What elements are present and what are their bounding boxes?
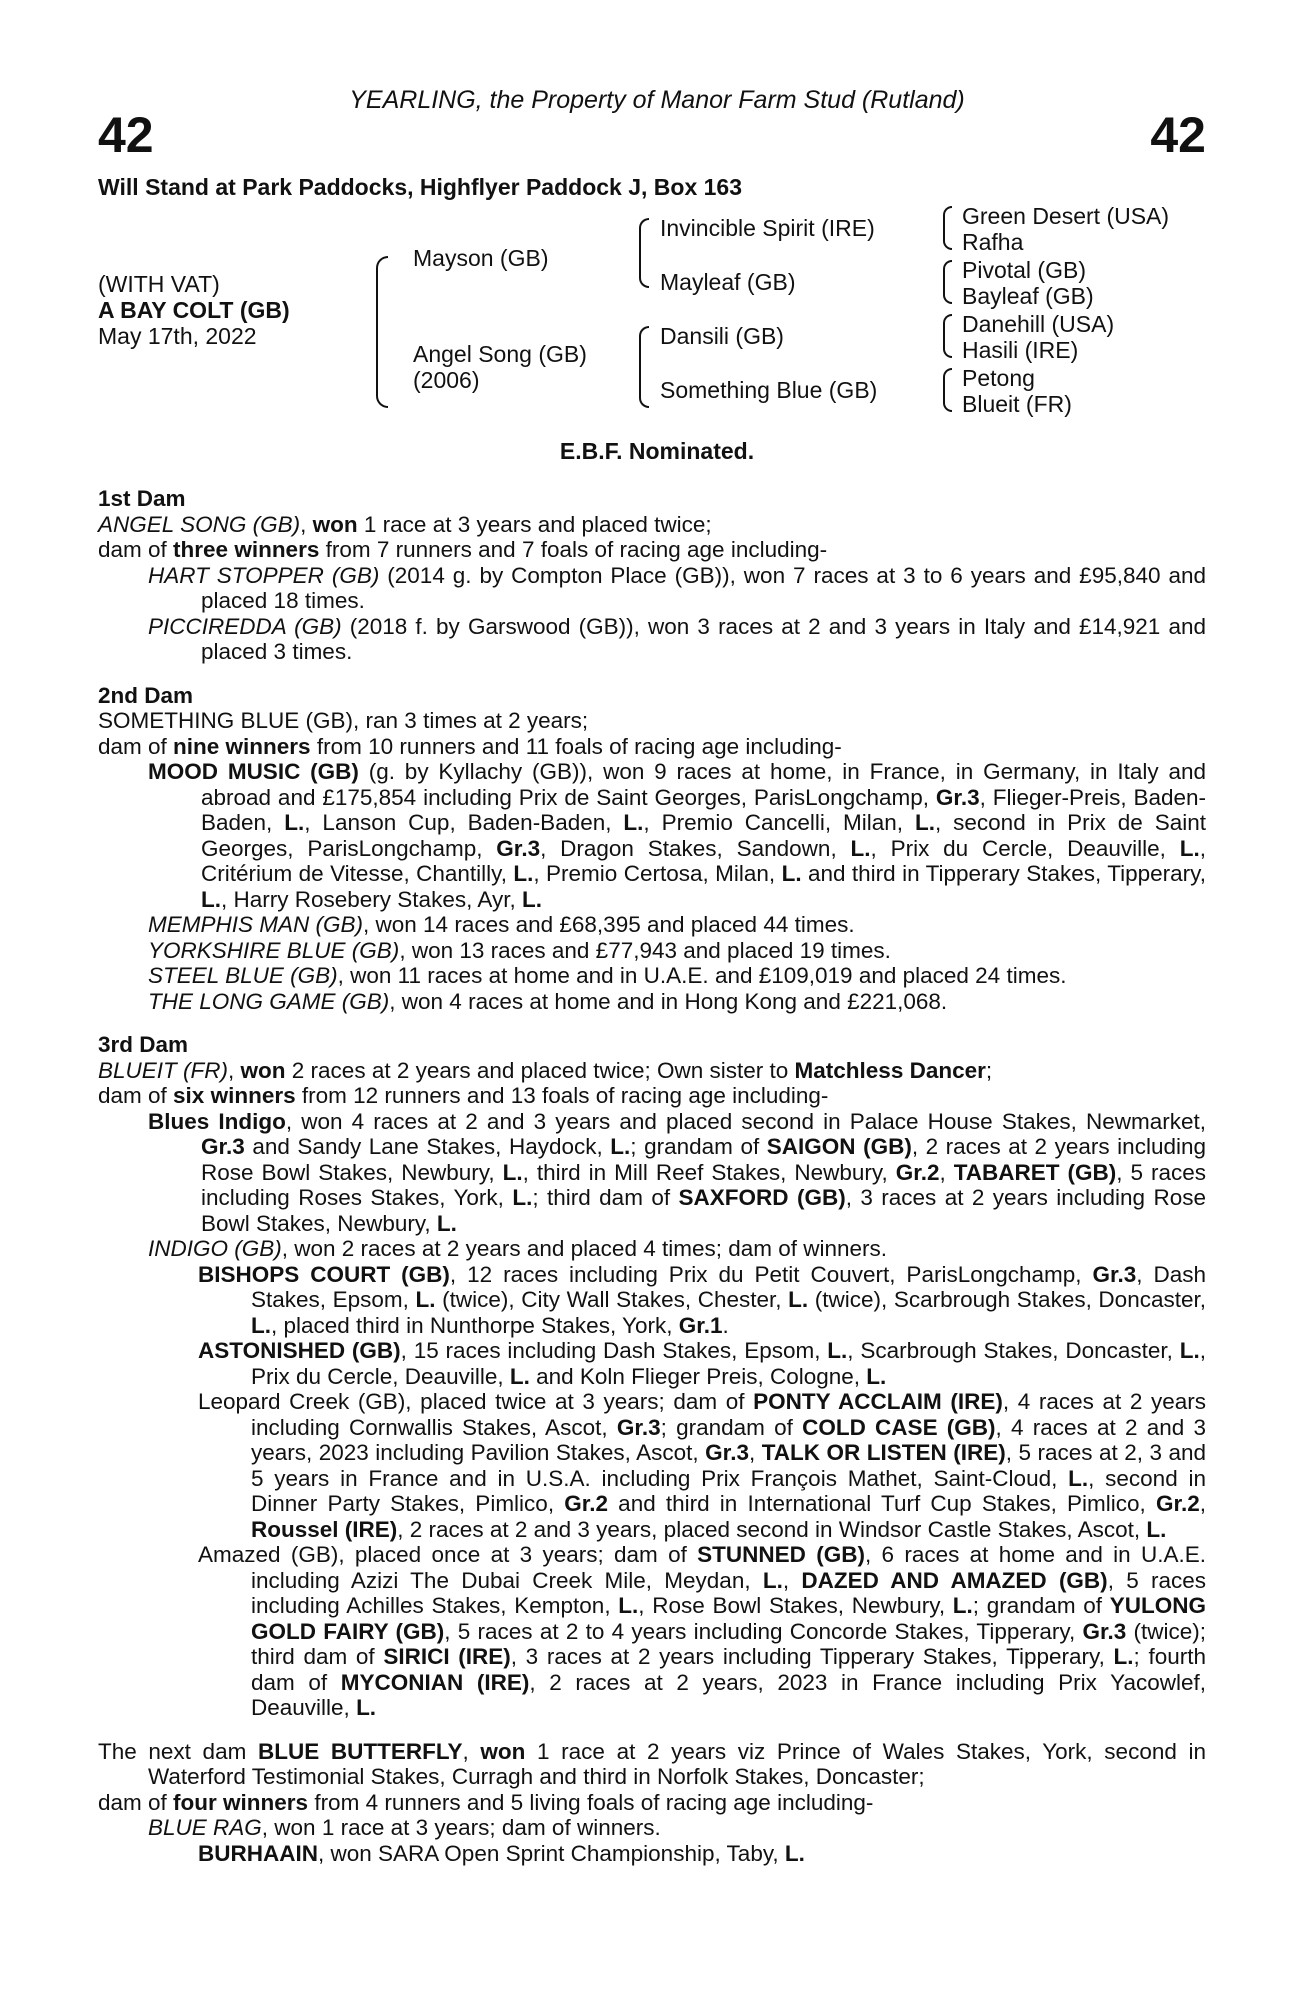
ddd: Blueit (FR) [962,391,1072,417]
produce-entry: STEEL BLUE (GB), won 11 races at home and in U.A.E. and £109,019 and placed 24 times. [148,963,1067,988]
dss: Danehill (USA) [962,311,1115,337]
sds: Pivotal (GB) [962,257,1086,283]
lot-number-right: 42 [1150,107,1206,163]
second-dam-heading: 2nd Dam [98,682,194,708]
brace-g1 [943,206,952,250]
produce-entry: YORKSHIRE BLUE (GB), won 13 races and £77,943 and placed 19 times. [148,937,891,963]
first-dam-text: ANGEL SONG (GB), won 1 race at 3 years and placed twice; dam of three winners from 7 runners and 7 foals of racing age including- [98,511,828,562]
second-dam-text: SOMETHING BLUE (GB), ran 3 times at 2 years; dam of nine winners from 10 runners and 11 foals of racing age including- [98,708,842,759]
sire-dam: Mayleaf (GB) [660,269,796,295]
brace-dam-parents [639,326,649,408]
ebf-nominated: E.B.F. Nominated. [559,438,755,464]
brace-g2 [943,260,952,304]
produce-entry: BURHAAIN, won SARA Open Sprint Championship, Taby, L. [198,1840,805,1866]
produce-entry: INDIGO (GB), won 2 races at 2 years and placed 4 times; dam of winners. [148,1236,888,1261]
dam-sire: Dansili (GB) [660,323,784,349]
produce-entry: MOOD MUSIC (GB) (g. by Kyllachy (GB)), won 9 races at home, in France, in Germany, in Italy and abroad and £175,854 including Prix de Saint Georges, ParisLongchamp, Gr.3, Flieger-Preis, Baden-Baden, L., Lanson Cup, Baden-Baden, L., Premio Cancelli, Milan, L., second in Prix de Saint Georges, ParisLongchamp, Gr.3, Dragon Stakes, Sandown, L., Prix du Cercle, Deauville, L., Critérium de Vitesse, Chantilly, L., Premio Certosa, Milan, L. and third in Tipperary Stakes, Tipperary, L., Harry Rosebery Stakes, Ayr, L. [148,759,1207,912]
lot-number-left: 42 [98,107,154,163]
sire: Mayson (GB) [413,245,549,271]
horse-name: A BAY COLT (GB) [98,297,290,323]
produce-entry: MEMPHIS MAN (GB), won 14 races and £68,395 and placed 44 times. [148,912,855,937]
dds: Petong [962,365,1035,391]
next-dam-text: The next dam BLUE BUTTERFLY, won 1 race at 2 years viz Prince of Wales Stakes, York, second in Waterford Testimonial Stakes, Curragh and third in Norfolk Stakes, Doncaster; [98,1738,1207,1789]
produce-entry: Blues Indigo, won 4 races at 2 and 3 years and placed second in Palace House Stakes, Newmarket, Gr.3 and Sandy Lane Stakes, Haydock, L.; grandam of SAIGON (GB), 2 races at 2 years including Rose Bowl Stakes, Newbury, L., third in Mill Reef Stakes, Newbury, Gr.2, TABARET (GB), 5 races including Roses Stakes, York, L.; third dam of SAXFORD (GB), 3 races at 2 years including Rose Bowl Stakes, Newbury, L. [148,1108,1206,1236]
produce-entry: Amazed (GB), placed once at 3 years; dam of STUNNED (GB), 6 races at home and in U.A.E. including Azizi The Dubai Creek Mile, Meydan, L., DAZED AND AMAZED (GB), 5 races including Achilles Stakes, Kempton, L., Rose Bowl Stakes, Newbury, L.; grandam of YULONG GOLD FAIRY (GB), 5 races at 2 to 4 years including Concorde Stakes, Tipperary, Gr.3 (twice); third dam of SIRICI (IRE), 3 races at 2 years including Tipperary Stakes, Tipperary, L.; fourth dam of MYCONIAN (IRE), 2 races at 2 years, 2023 in France including Prix Yacowlef, Deauville, L. [198,1542,1207,1720]
brace-sire-parents [639,218,649,288]
dam: Angel Song (GB) [413,341,587,367]
third-dam-text: BLUEIT (FR), won 2 races at 2 years and placed twice; Own sister to Matchless Dancer; dam of six winners from 12 runners and 13 foals of racing age including- [98,1057,993,1108]
catalogue-body [98,486,1206,1866]
brace-sire-dam [376,256,388,408]
produce-entry: ASTONISHED (GB), 15 races including Dash Stakes, Epsom, L., Scarbrough Stakes, Doncaster, L., Prix du Cercle, Deauville, L. and Koln Flieger Preis, Cologne, L. [198,1338,1206,1389]
sire-sire: Invincible Spirit (IRE) [660,215,875,241]
dsd: Hasili (IRE) [962,337,1079,363]
produce-entry: HART STOPPER (GB) (2014 g. by Compton Place (GB)), won 7 races at 3 to 6 years and £95,840 and placed 18 times. [148,562,1206,613]
sdd: Bayleaf (GB) [962,283,1094,309]
first-dam-heading: 1st Dam [98,486,186,511]
brace-g3 [943,314,952,358]
vat-label: (WITH VAT) [98,271,220,297]
produce-entry: BLUE RAG, won 1 race at 3 years; dam of winners. [148,1815,661,1840]
third-dam-heading: 3rd Dam [98,1032,189,1057]
page-header: YEARLING, the Property of Manor Farm Stud (Rutland) [349,86,965,114]
dam-dam: Something Blue (GB) [660,377,878,403]
sss: Green Desert (USA) [962,203,1170,229]
stand-location: Will Stand at Park Paddocks, Highflyer Paddock J, Box 163 [98,174,742,200]
produce-entry: THE LONG GAME (GB), won 4 races at home and in Hong Kong and £221,068. [148,988,948,1014]
pedigree-table [98,203,1208,418]
produce-entry: BISHOPS COURT (GB), 12 races including Prix du Petit Couvert, ParisLongchamp, Gr.3, Dash Stakes, Epsom, L. (twice), City Wall Stakes, Chester, L. (twice), Scarbrough Stakes, Doncaster, L., placed third in Nunthorpe Stakes, York, Gr.1. [198,1261,1206,1338]
produce-entry: PICCIREDDA (GB) (2018 f. by Garswood (GB)), won 3 races at 2 and 3 years in Italy and £14,921 and placed 3 times. [148,613,1207,664]
horse-dob: May 17th, 2022 [98,323,257,349]
dam-year: (2006) [413,367,480,393]
next-dam-summary: dam of four winners from 4 runners and 5 living foals of racing age including- [98,1789,874,1815]
produce-entry: Leopard Creek (GB), placed twice at 3 years; dam of PONTY ACCLAIM (IRE), 4 races at 2 years including Cornwallis Stakes, Ascot, Gr.3; grandam of COLD CASE (GB), 4 races at 2 and 3 years, 2023 including Pavilion Stakes, Ascot, Gr.3, TALK OR LISTEN (IRE), 5 races at 2, 3 and 5 years in France and in U.S.A. including Prix François Mathet, Saint-Cloud, L., second in Dinner Party Stakes, Pimlico, Gr.2 and third in International Turf Cup Stakes, Pimlico, Gr.2, Roussel (IRE), 2 races at 2 and 3 years, placed second in Windsor Castle Stakes, Ascot, L. [198,1389,1207,1542]
brace-g4 [943,368,952,412]
ssd: Rafha [962,229,1024,255]
